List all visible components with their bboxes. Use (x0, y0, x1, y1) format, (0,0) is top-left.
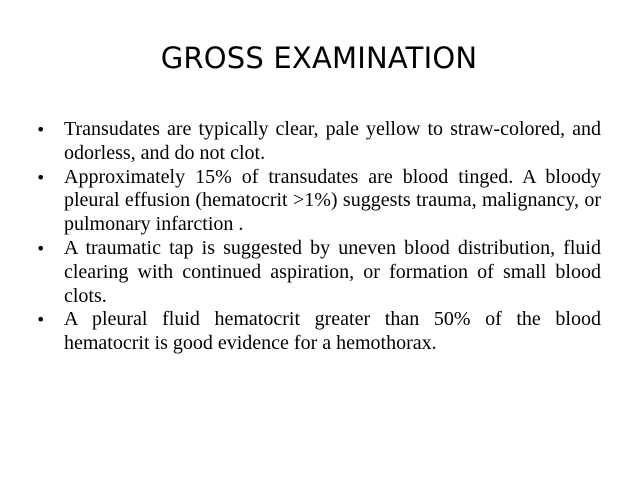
bullet-text-2: Approximately 15% of transudates are blood tinged. A bloody pleural effusion (hematocrit >1%) suggests trauma, malignancy, or pulmonary infarction . (64, 165, 601, 236)
slide-title: GROSS EXAMINATION (160, 41, 478, 75)
bullet-icon: • (36, 310, 46, 330)
bullet-item-4 (36, 308, 601, 356)
bullet-text-3: A traumatic tap is suggested by uneven blood distribution, fluid clearing with continued aspiration, or formation of small blood clots. (64, 236, 601, 307)
bullet-icon: • (36, 238, 46, 258)
bullet-list (36, 118, 601, 356)
bullet-icon: • (36, 167, 46, 187)
bullet-item-2 (36, 166, 601, 237)
bullet-item-3 (36, 237, 601, 308)
bullet-text-1: Transudates are typically clear, pale yellow to straw-colored, and odorless, and do not clot. (64, 118, 601, 164)
bullet-icon: • (36, 120, 46, 139)
bullet-item-1 (36, 118, 601, 166)
bullet-text-4: A pleural fluid hematocrit greater than 50% of the blood hematocrit is good evidence for a hemothorax. (64, 308, 601, 355)
